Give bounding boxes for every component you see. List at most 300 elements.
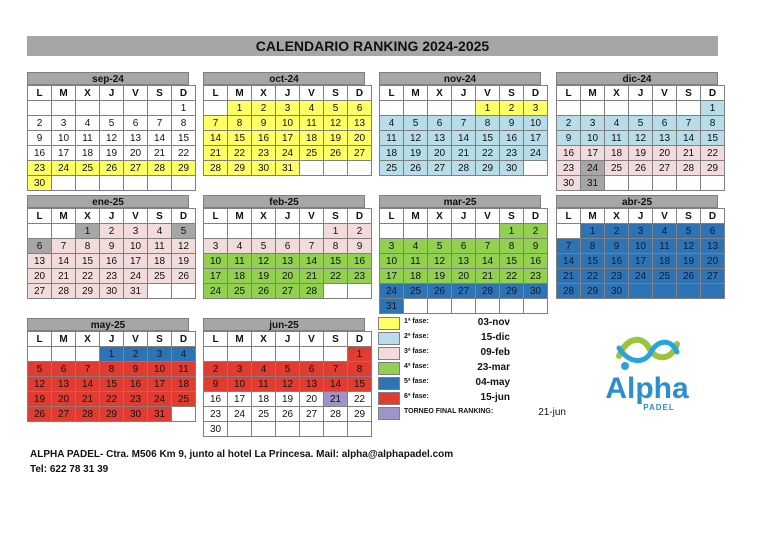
day-cell [629,176,653,191]
weekday-label: J [629,86,653,101]
day-cell: 1 [172,101,196,116]
day-cell: 18 [653,254,677,269]
day-cell: 18 [148,254,172,269]
day-cell: 24 [581,161,605,176]
weekday-label: V [300,86,324,101]
month-grid [203,331,372,437]
week-row [204,362,372,377]
day-cell: 3 [524,101,548,116]
day-cell: 17 [124,254,148,269]
day-cell: 30 [252,161,276,176]
week-row [28,362,196,377]
day-cell: 2 [524,224,548,239]
day-cell: 17 [204,269,228,284]
day-cell [76,347,100,362]
day-cell: 8 [500,239,524,254]
day-cell: 19 [276,392,300,407]
weekday-label: M [581,209,605,224]
day-cell: 12 [677,239,701,254]
weekday-label: V [476,86,500,101]
day-cell: 18 [404,269,428,284]
weekday-label: L [380,209,404,224]
day-cell: 11 [404,254,428,269]
legend-date: 03-nov [477,317,510,328]
week-row [380,146,548,161]
month-name: abr-25 [556,195,718,208]
day-cell: 29 [581,284,605,299]
day-cell: 26 [404,161,428,176]
week-row [28,101,196,116]
weekday-label: L [28,86,52,101]
weekday-label: S [324,332,348,347]
day-cell: 13 [701,239,725,254]
day-cell: 24 [524,146,548,161]
day-cell: 3 [380,239,404,254]
legend-swatch [378,392,400,405]
day-cell [52,224,76,239]
legend-swatch [378,407,400,420]
weekday-label: X [76,86,100,101]
weekday-label: S [148,332,172,347]
week-row [28,176,196,191]
week-row [28,239,196,254]
week-row [28,392,196,407]
month-calendar [27,72,196,191]
day-cell [252,224,276,239]
day-cell: 12 [276,377,300,392]
week-row [380,284,548,299]
week-row [28,269,196,284]
day-cell: 27 [653,161,677,176]
day-cell: 13 [348,116,372,131]
day-cell: 27 [452,284,476,299]
weekday-label: V [124,209,148,224]
month-calendar [203,72,372,176]
day-cell: 15 [76,254,100,269]
day-cell: 2 [605,224,629,239]
weekday-label: X [252,86,276,101]
day-cell: 20 [276,269,300,284]
day-cell: 5 [172,224,196,239]
day-cell: 13 [428,131,452,146]
day-cell: 10 [581,131,605,146]
weekday-label: L [557,86,581,101]
day-cell: 23 [500,146,524,161]
day-cell: 23 [124,392,148,407]
day-cell: 24 [380,284,404,299]
day-cell: 21 [300,269,324,284]
weekday-label: J [452,209,476,224]
day-cell [124,101,148,116]
day-cell [404,101,428,116]
month-name: sep-24 [27,72,189,85]
day-cell: 15 [476,131,500,146]
day-cell: 14 [52,254,76,269]
day-cell: 1 [476,101,500,116]
week-row [380,161,548,176]
day-cell: 20 [701,254,725,269]
week-row [204,116,372,131]
day-cell: 15 [228,131,252,146]
weekday-label: V [300,209,324,224]
weekday-label: M [581,86,605,101]
day-cell: 10 [204,254,228,269]
day-cell: 11 [228,254,252,269]
day-cell: 29 [348,407,372,422]
day-cell [557,224,581,239]
day-cell: 28 [52,284,76,299]
legend-swatch [378,347,400,360]
day-cell: 17 [380,269,404,284]
weekday-label: S [324,86,348,101]
day-cell [500,299,524,314]
day-cell: 12 [404,131,428,146]
month-grid [556,208,725,299]
logo-subtext: PADEL [643,403,675,412]
legend-label: 3ª fase: [404,348,429,355]
day-cell [476,299,500,314]
day-cell: 25 [380,161,404,176]
day-cell: 3 [629,224,653,239]
day-cell [677,101,701,116]
footer-phone: Tel: 622 78 31 39 [30,464,109,475]
day-cell [524,161,548,176]
legend-label: 4ª fase: [404,363,429,370]
day-cell: 13 [28,254,52,269]
day-cell: 8 [228,116,252,131]
month-calendar [27,195,196,299]
day-cell [348,284,372,299]
legend-label: TORNEO FINAL RANKING: [404,408,494,415]
day-cell: 22 [100,392,124,407]
day-cell: 16 [500,131,524,146]
day-cell: 10 [629,239,653,254]
day-cell: 2 [557,116,581,131]
day-cell [348,422,372,437]
day-cell: 5 [677,224,701,239]
day-cell: 14 [76,377,100,392]
month-calendar [556,72,725,191]
day-cell: 19 [629,146,653,161]
day-cell: 20 [124,146,148,161]
day-cell: 9 [524,239,548,254]
week-row [28,347,196,362]
day-cell: 10 [228,377,252,392]
weekday-label: V [653,209,677,224]
day-cell: 22 [701,146,725,161]
day-cell: 3 [204,239,228,254]
day-cell: 5 [629,116,653,131]
weekday-label: X [428,86,452,101]
month-calendar [556,195,725,299]
weekday-label: J [276,332,300,347]
day-cell: 14 [476,254,500,269]
month-calendar [379,72,548,176]
week-row [204,146,372,161]
day-cell: 25 [228,284,252,299]
day-cell: 24 [276,146,300,161]
day-cell [677,284,701,299]
day-cell: 6 [52,362,76,377]
day-cell [204,224,228,239]
day-cell: 21 [476,269,500,284]
day-cell [653,176,677,191]
day-cell: 6 [653,116,677,131]
day-cell [52,101,76,116]
day-cell [300,161,324,176]
day-cell: 8 [76,239,100,254]
month-grid [27,85,196,191]
footer-address: ALPHA PADEL- Ctra. M506 Km 9, junto al hotel La Princesa. Mail: alpha@alphapadel.com [30,449,454,460]
day-cell [701,176,725,191]
day-cell: 27 [28,284,52,299]
weekday-header-row [28,209,196,224]
day-cell [324,161,348,176]
weekday-label: S [148,86,172,101]
day-cell: 28 [300,284,324,299]
weekday-label: M [52,332,76,347]
month-name: feb-25 [203,195,365,208]
day-cell: 18 [172,377,196,392]
month-grid [379,85,548,176]
day-cell: 9 [204,377,228,392]
weekday-label: V [653,86,677,101]
day-cell: 22 [500,269,524,284]
day-cell [701,284,725,299]
day-cell: 19 [172,254,196,269]
day-cell [100,176,124,191]
weekday-label: V [124,86,148,101]
day-cell: 8 [581,239,605,254]
weekday-label: M [404,209,428,224]
week-row [557,101,725,116]
day-cell: 29 [701,161,725,176]
month-name: may-25 [27,318,189,331]
day-cell [28,224,52,239]
week-row [557,284,725,299]
day-cell: 4 [76,116,100,131]
month-name: ene-25 [27,195,189,208]
weekday-header-row [204,332,372,347]
legend-date: 15-jun [480,392,510,403]
day-cell: 9 [252,116,276,131]
day-cell: 1 [500,224,524,239]
day-cell: 18 [380,146,404,161]
weekday-label: M [52,209,76,224]
week-row [204,239,372,254]
day-cell: 16 [204,392,228,407]
weekday-label: X [605,209,629,224]
day-cell: 22 [476,146,500,161]
day-cell: 21 [52,269,76,284]
day-cell: 7 [76,362,100,377]
day-cell: 26 [172,269,196,284]
day-cell: 23 [524,269,548,284]
day-cell: 11 [172,362,196,377]
day-cell: 8 [476,116,500,131]
day-cell: 13 [276,254,300,269]
weekday-header-row [380,86,548,101]
weekday-label: L [28,209,52,224]
day-cell: 7 [452,116,476,131]
day-cell: 31 [581,176,605,191]
day-cell [124,176,148,191]
day-cell: 25 [172,392,196,407]
day-cell: 12 [629,131,653,146]
day-cell: 3 [124,224,148,239]
week-row [557,269,725,284]
weekday-label: D [348,209,372,224]
day-cell [653,101,677,116]
weekday-header-row [380,209,548,224]
day-cell: 21 [204,146,228,161]
alpha-padel-logo [585,322,709,418]
month-name: jun-25 [203,318,365,331]
day-cell: 9 [28,131,52,146]
day-cell: 10 [148,362,172,377]
day-cell: 18 [252,392,276,407]
day-cell: 29 [476,161,500,176]
day-cell: 15 [500,254,524,269]
day-cell: 25 [404,284,428,299]
day-cell: 14 [204,131,228,146]
week-row [557,176,725,191]
week-row [28,407,196,422]
day-cell [581,101,605,116]
logo-text: Alpha [605,372,689,405]
day-cell: 23 [204,407,228,422]
day-cell [653,284,677,299]
day-cell: 14 [300,254,324,269]
day-cell: 8 [172,116,196,131]
day-cell [605,101,629,116]
day-cell: 25 [76,161,100,176]
day-cell: 10 [524,116,548,131]
week-row [204,422,372,437]
day-cell: 24 [124,269,148,284]
weekday-header-row [204,209,372,224]
day-cell: 31 [276,161,300,176]
weekday-label: D [172,332,196,347]
day-cell: 14 [452,131,476,146]
day-cell: 28 [677,161,701,176]
legend-date: 23-mar [477,362,510,373]
day-cell [629,284,653,299]
day-cell: 5 [276,362,300,377]
day-cell: 28 [148,161,172,176]
day-cell: 7 [52,239,76,254]
day-cell [300,347,324,362]
day-cell [452,101,476,116]
week-row [204,407,372,422]
day-cell: 21 [452,146,476,161]
day-cell: 23 [348,269,372,284]
day-cell: 28 [557,284,581,299]
day-cell: 30 [100,284,124,299]
weekday-label: J [276,86,300,101]
day-cell: 25 [252,407,276,422]
week-row [557,224,725,239]
weekday-label: L [204,209,228,224]
day-cell: 11 [76,131,100,146]
day-cell: 7 [204,116,228,131]
day-cell [605,176,629,191]
week-row [28,377,196,392]
weekday-label: S [677,209,701,224]
week-row [204,347,372,362]
day-cell: 20 [52,392,76,407]
day-cell: 29 [100,407,124,422]
day-cell: 29 [500,284,524,299]
week-row [380,224,548,239]
weekday-label: D [172,209,196,224]
day-cell: 8 [324,239,348,254]
day-cell: 31 [124,284,148,299]
day-cell: 9 [124,362,148,377]
day-cell: 1 [76,224,100,239]
weekday-label: L [204,332,228,347]
week-row [557,146,725,161]
day-cell: 30 [605,284,629,299]
day-cell: 22 [228,146,252,161]
day-cell: 10 [276,116,300,131]
week-row [204,161,372,176]
day-cell: 16 [524,254,548,269]
day-cell: 26 [428,284,452,299]
day-cell: 7 [324,362,348,377]
day-cell: 20 [348,131,372,146]
day-cell: 2 [100,224,124,239]
day-cell [348,161,372,176]
weekday-label: M [404,86,428,101]
week-row [28,254,196,269]
weekday-label: S [500,209,524,224]
day-cell: 22 [172,146,196,161]
day-cell: 27 [276,284,300,299]
day-cell: 30 [204,422,228,437]
day-cell: 17 [524,131,548,146]
day-cell: 21 [677,146,701,161]
day-cell: 23 [252,146,276,161]
day-cell: 9 [348,239,372,254]
day-cell: 4 [605,116,629,131]
day-cell: 4 [228,239,252,254]
day-cell: 29 [172,161,196,176]
day-cell [476,224,500,239]
day-cell [148,176,172,191]
day-cell: 6 [28,239,52,254]
day-cell [252,347,276,362]
weekday-label: X [605,86,629,101]
day-cell: 31 [148,407,172,422]
legend-label: 1ª fase: [404,318,429,325]
day-cell [428,101,452,116]
day-cell: 26 [28,407,52,422]
weekday-label: J [629,209,653,224]
day-cell [228,422,252,437]
weekday-header-row [28,332,196,347]
day-cell: 15 [100,377,124,392]
day-cell: 19 [677,254,701,269]
day-cell [404,224,428,239]
week-row [28,116,196,131]
month-calendar [379,195,548,314]
day-cell: 30 [124,407,148,422]
day-cell: 9 [100,239,124,254]
weekday-label: M [228,332,252,347]
weekday-label: D [348,332,372,347]
day-cell: 10 [380,254,404,269]
